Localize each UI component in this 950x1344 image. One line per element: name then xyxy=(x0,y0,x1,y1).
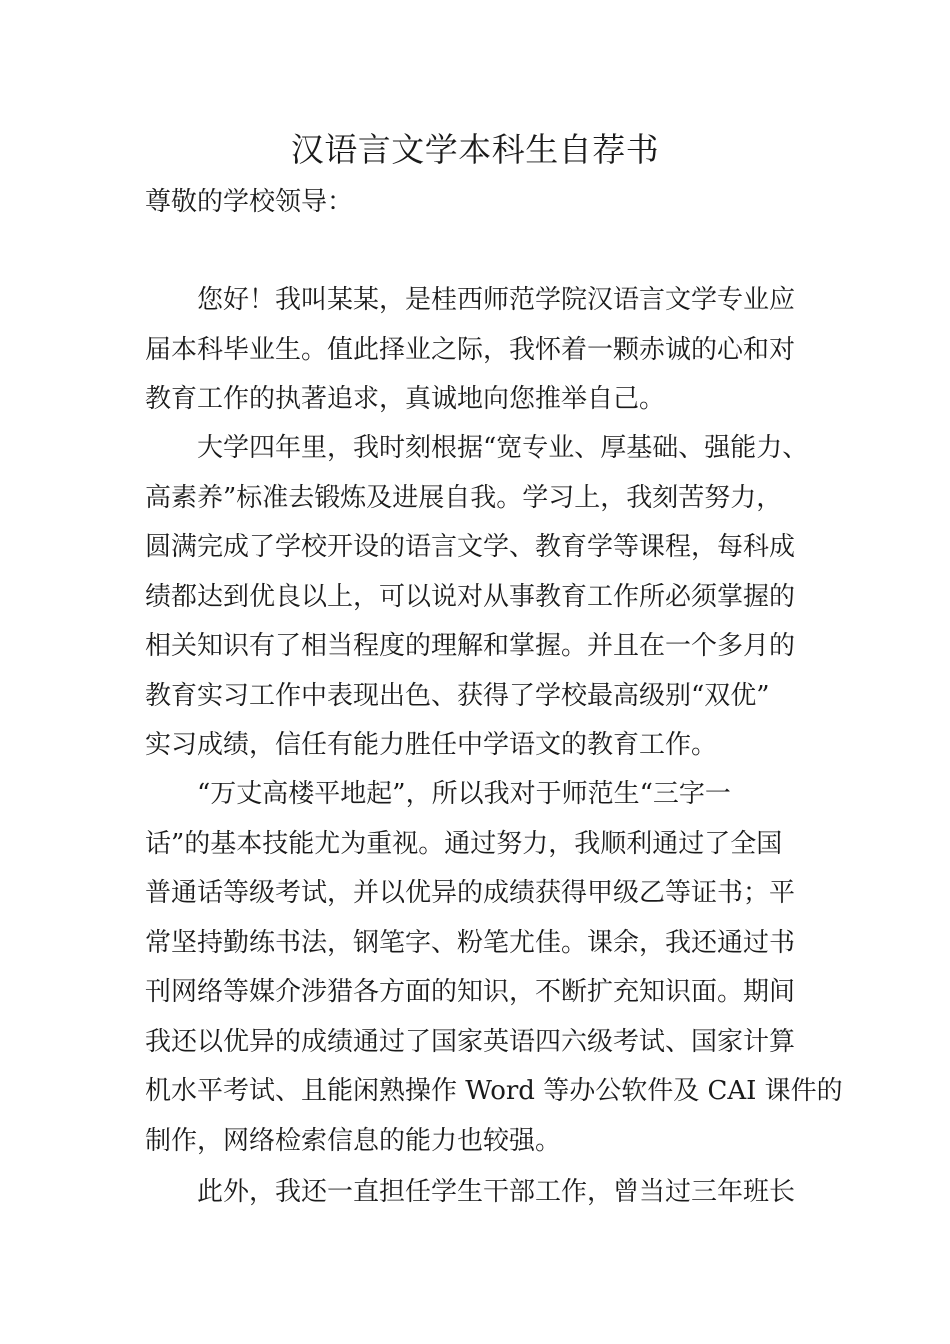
body-line: 教育工作的执著追求，真诚地向您推举自己。 xyxy=(145,384,666,414)
body-line: 届本科毕业生。值此择业之际，我怀着一颗赤诚的心和对 xyxy=(145,335,796,365)
body-line: 普通话等级考试，并以优异的成绩获得甲级乙等证书；平 xyxy=(145,878,796,908)
body-line: 相关知识有了相当程度的理解和掌握。并且在一个多月的 xyxy=(145,631,796,661)
body-line: 我还以优异的成绩通过了国家英语四六级考试、国家计算 xyxy=(145,1027,796,1057)
salutation: 尊敬的学校领导： xyxy=(145,187,354,217)
body-line: 绩都达到优良以上，可以说对从事教育工作所必须掌握的 xyxy=(145,582,796,612)
body-line: 大学四年里，我时刻根据“宽专业、厚基础、强能力、 xyxy=(145,433,809,463)
body-line: 机水平考试、且能闲熟操作 Word 等办公软件及 CAI 课件的 xyxy=(145,1076,843,1106)
document-title: 汉语言文学本科生自荐书 xyxy=(290,130,660,169)
body-line: 实习成绩，信任有能力胜任中学语文的教育工作。 xyxy=(145,730,718,760)
body-line: 此外，我还一直担任学生干部工作，曾当过三年班长 xyxy=(145,1177,796,1207)
body-line: 话”的基本技能尤为重视。通过努力，我顺利通过了全国 xyxy=(145,829,783,859)
body-line: 教育实习工作中表现出色、获得了学校最高级别“双优” xyxy=(145,681,770,711)
body-line: “万丈高楼平地起”，所以我对于师范生“三字一 xyxy=(145,779,731,809)
body-line: 圆满完成了学校开设的语言文学、教育学等课程，每科成 xyxy=(145,532,796,562)
body-line: 您好！我叫某某，是桂西师范学院汉语言文学专业应 xyxy=(145,285,796,315)
body-line: 高素养”标准去锻炼及进展自我。学习上，我刻苦努力， xyxy=(145,483,783,513)
body-line: 常坚持勤练书法，钢笔字、粉笔尤佳。课余，我还通过书 xyxy=(145,928,796,958)
body-line: 刊网络等媒介涉猎各方面的知识，不断扩充知识面。期间 xyxy=(145,977,796,1007)
body-line: 制作，网络检索信息的能力也较强。 xyxy=(145,1126,562,1156)
